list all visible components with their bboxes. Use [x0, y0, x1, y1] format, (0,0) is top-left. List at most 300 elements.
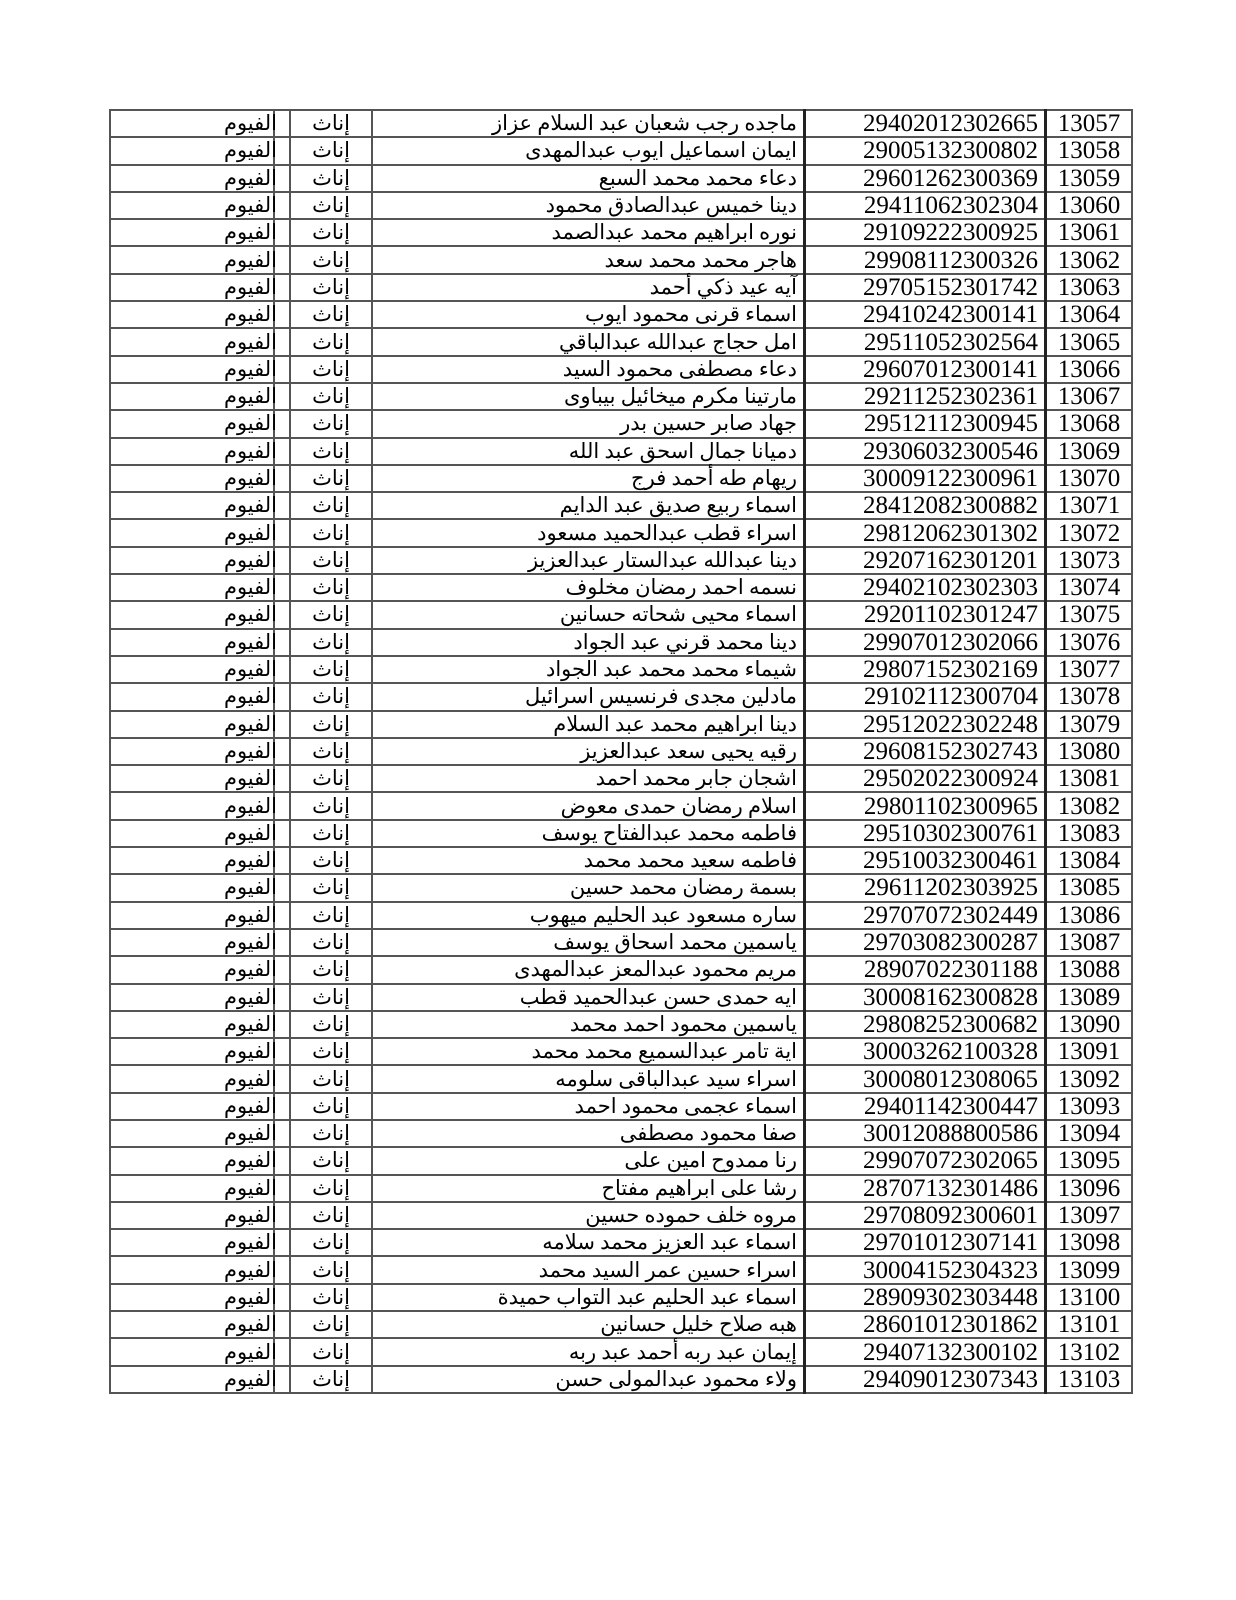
governorate-cell	[223, 110, 290, 137]
governorate-cell	[223, 1256, 290, 1283]
governorate-cell-text: الفيوم	[223, 629, 277, 654]
serial-cell: 13098	[1046, 1229, 1133, 1256]
gender-cell: إناث	[290, 711, 372, 738]
governorate-cell	[223, 1338, 290, 1365]
national-id-cell: 29908112300326	[805, 246, 1046, 273]
table-row	[110, 1065, 1132, 1092]
serial-cell: 13061	[1046, 219, 1133, 246]
table-row	[110, 847, 1132, 874]
gender-cell: إناث	[290, 1256, 372, 1283]
national-id-cell: 29512022302248	[805, 711, 1046, 738]
gender-cell: إناث	[290, 1366, 372, 1393]
gender-cell: إناث	[290, 1120, 372, 1147]
national-id-cell: 30008162300828	[805, 984, 1046, 1011]
serial-cell: 13057	[1046, 110, 1133, 137]
table-row	[110, 820, 1132, 847]
table-row	[110, 137, 1132, 164]
governorate-cell-text: الفيوم	[223, 384, 277, 409]
table-row	[110, 1256, 1132, 1283]
name-cell: اسماء محيى شحاته حسانين	[372, 601, 805, 628]
name-cell: ياسمين محمد اسحاق يوسف	[372, 929, 805, 956]
national-id-cell: 30008012308065	[805, 1065, 1046, 1092]
name-cell: اشجان جابر محمد احمد	[372, 765, 805, 792]
governorate-cell	[223, 1229, 290, 1256]
national-id-cell: 29510032300461	[805, 847, 1046, 874]
gender-cell: إناث	[290, 328, 372, 355]
national-id-cell: 29407132300102	[805, 1338, 1046, 1365]
gender-cell: إناث	[290, 792, 372, 819]
gender-cell: إناث	[290, 902, 372, 929]
table-row	[110, 1338, 1132, 1365]
national-id-cell: 29512112300945	[805, 410, 1046, 437]
governorate-cell-text: الفيوم	[223, 466, 277, 490]
table-row	[110, 547, 1132, 574]
governorate-cell-text: الفيوم	[223, 302, 277, 327]
governorate-cell-text: الفيوم	[223, 193, 277, 218]
name-cell: صفا محمود مصطفى	[372, 1120, 805, 1147]
governorate-cell-text: الفيوم	[223, 766, 277, 791]
governorate-cell-text: الفيوم	[223, 738, 277, 763]
governorate-cell	[223, 192, 290, 219]
governorate-cell-text: الفيوم	[223, 875, 277, 900]
governorate-cell-text: الفيوم	[223, 684, 277, 709]
governorate-cell-text: الفيوم	[223, 602, 277, 627]
governorate-cell	[223, 274, 290, 301]
table-row	[110, 792, 1132, 819]
table-row	[110, 1366, 1132, 1393]
national-id-cell: 29812062301302	[805, 519, 1046, 546]
records-table-body	[110, 110, 1132, 1393]
national-id-cell: 29608152302743	[805, 738, 1046, 765]
gender-cell: إناث	[290, 465, 372, 492]
name-cell: اسراء سيد عبدالباقى سلومه	[372, 1065, 805, 1092]
serial-cell: 13068	[1046, 410, 1133, 437]
name-cell: رقيه يحيى سعد عبدالعزيز	[372, 738, 805, 765]
gender-cell: إناث	[290, 874, 372, 901]
governorate-cell	[223, 1284, 290, 1311]
table-row	[110, 383, 1132, 410]
name-cell: فاطمه سعيد محمد محمد	[372, 847, 805, 874]
name-cell: هبه صلاح خليل حسانين	[372, 1311, 805, 1338]
table-row	[110, 1202, 1132, 1229]
gender-cell: إناث	[290, 738, 372, 765]
governorate-cell-text: الفيوم	[223, 138, 277, 163]
serial-cell: 13075	[1046, 601, 1133, 628]
table-row	[110, 438, 1132, 465]
governorate-cell	[223, 219, 290, 246]
serial-cell: 13077	[1046, 656, 1133, 683]
name-cell: نوره ابراهيم محمد عبدالصمد	[372, 219, 805, 246]
serial-cell: 13066	[1046, 356, 1133, 383]
table-row	[110, 410, 1132, 437]
gender-cell: إناث	[290, 1338, 372, 1365]
gender-cell: إناث	[290, 1284, 372, 1311]
table-row	[110, 1311, 1132, 1338]
national-id-cell: 30004152304323	[805, 1256, 1046, 1283]
gender-cell: إناث	[290, 110, 372, 137]
governorate-cell-text: الفيوم	[223, 520, 277, 545]
table-row	[110, 1147, 1132, 1174]
governorate-cell	[223, 383, 290, 410]
governorate-cell	[223, 1311, 290, 1338]
governorate-cell	[223, 820, 290, 847]
table-row	[110, 492, 1132, 519]
governorate-cell-text: الفيوم	[223, 575, 277, 600]
governorate-cell-text: الفيوم	[223, 820, 277, 845]
governorate-cell	[223, 711, 290, 738]
gender-cell: إناث	[290, 410, 372, 437]
gender-cell: إناث	[290, 656, 372, 683]
gender-cell: إناث	[290, 519, 372, 546]
governorate-cell	[223, 1093, 290, 1120]
national-id-cell: 29907072302065	[805, 1147, 1046, 1174]
gender-cell: إناث	[290, 1093, 372, 1120]
governorate-cell-text: الفيوم	[223, 1093, 277, 1118]
serial-cell: 13065	[1046, 328, 1133, 355]
gender-cell: إناث	[290, 1229, 372, 1256]
gender-cell: إناث	[290, 574, 372, 601]
serial-cell: 13081	[1046, 765, 1133, 792]
governorate-cell-text: الفيوم	[223, 711, 277, 736]
name-cell: ريهام طه أحمد فرج	[372, 465, 805, 492]
national-id-cell: 28909302303448	[805, 1284, 1046, 1311]
governorate-cell-text: الفيوم	[223, 1339, 277, 1364]
serial-cell: 13062	[1046, 246, 1133, 273]
national-id-cell: 28707132301486	[805, 1175, 1046, 1202]
national-id-cell: 29907012302066	[805, 629, 1046, 656]
governorate-cell	[223, 1202, 290, 1229]
governorate-cell-text: الفيوم	[223, 356, 277, 381]
name-cell: اسماء ربيع صديق عبد الدايم	[372, 492, 805, 519]
governorate-cell	[223, 328, 290, 355]
national-id-cell: 30003262100328	[805, 1038, 1046, 1065]
name-cell: مريم محمود عبدالمعز عبدالمهدى	[372, 956, 805, 983]
gender-cell: إناث	[290, 1065, 372, 1092]
gender-cell: إناث	[290, 929, 372, 956]
governorate-cell	[223, 683, 290, 710]
national-id-cell: 29306032300546	[805, 438, 1046, 465]
serial-cell: 13089	[1046, 984, 1133, 1011]
national-id-cell: 29807152302169	[805, 656, 1046, 683]
governorate-cell	[223, 956, 290, 983]
gender-cell: إناث	[290, 547, 372, 574]
table-row	[110, 711, 1132, 738]
national-id-cell: 29401142300447	[805, 1093, 1046, 1120]
serial-cell: 13103	[1046, 1366, 1133, 1393]
records-table	[109, 109, 1133, 1394]
table-row	[110, 601, 1132, 628]
governorate-cell-text: الفيوم	[223, 329, 277, 354]
serial-cell: 13060	[1046, 192, 1133, 219]
serial-cell: 13091	[1046, 1038, 1133, 1065]
governorate-cell	[223, 792, 290, 819]
name-cell: دينا عبدالله عبدالستار عبدالعزيز	[372, 547, 805, 574]
name-cell: مادلين مجدى فرنسيس اسرائيل	[372, 683, 805, 710]
serial-cell: 13095	[1046, 1147, 1133, 1174]
governorate-cell	[223, 629, 290, 656]
governorate-cell-text: الفيوم	[223, 793, 277, 818]
governorate-cell-text: الفيوم	[223, 1011, 277, 1036]
national-id-cell: 29611202303925	[805, 874, 1046, 901]
serial-cell: 13069	[1046, 438, 1133, 465]
table-row	[110, 984, 1132, 1011]
table-row	[110, 110, 1132, 137]
governorate-cell	[223, 874, 290, 901]
national-id-cell: 29402012302665	[805, 110, 1046, 137]
governorate-cell	[223, 465, 290, 492]
table-row	[110, 519, 1132, 546]
national-id-cell: 29005132300802	[805, 137, 1046, 164]
gender-cell: إناث	[290, 165, 372, 192]
governorate-cell-text: الفيوم	[223, 902, 277, 927]
table-row	[110, 902, 1132, 929]
national-id-cell: 29510302300761	[805, 820, 1046, 847]
serial-cell: 13093	[1046, 1093, 1133, 1120]
serial-cell: 13086	[1046, 902, 1133, 929]
national-id-cell: 29102112300704	[805, 683, 1046, 710]
table-row	[110, 874, 1132, 901]
national-id-cell: 29601262300369	[805, 165, 1046, 192]
governorate-cell-text: الفيوم	[223, 657, 277, 682]
governorate-cell-text: الفيوم	[223, 493, 277, 518]
governorate-cell	[223, 547, 290, 574]
name-cell: جهاد صابر حسين بدر	[372, 410, 805, 437]
serial-cell: 13082	[1046, 792, 1133, 819]
national-id-cell: 29705152301742	[805, 274, 1046, 301]
governorate-cell-text: الفيوم	[223, 1121, 277, 1146]
national-id-cell: 29211252302361	[805, 383, 1046, 410]
governorate-cell	[223, 438, 290, 465]
national-id-cell: 29402102302303	[805, 574, 1046, 601]
gender-cell: إناث	[290, 765, 372, 792]
gender-cell: إناث	[290, 274, 372, 301]
governorate-cell-text: الفيوم	[223, 111, 277, 136]
gender-cell: إناث	[290, 1202, 372, 1229]
governorate-cell-text: الفيوم	[223, 957, 277, 982]
governorate-cell	[223, 765, 290, 792]
gender-cell: إناث	[290, 356, 372, 383]
serial-cell: 13101	[1046, 1311, 1133, 1338]
serial-cell: 13096	[1046, 1175, 1133, 1202]
name-cell: ساره مسعود عبد الحليم ميهوب	[372, 902, 805, 929]
governorate-cell	[223, 301, 290, 328]
serial-cell: 13079	[1046, 711, 1133, 738]
serial-cell: 13070	[1046, 465, 1133, 492]
table-row	[110, 165, 1132, 192]
governorate-cell-text: الفيوم	[223, 1148, 277, 1173]
governorate-cell-text: الفيوم	[223, 547, 277, 572]
gender-cell: إناث	[290, 383, 372, 410]
governorate-cell-text: الفيوم	[223, 411, 277, 436]
national-id-cell: 29409012307343	[805, 1366, 1046, 1393]
governorate-cell	[223, 1175, 290, 1202]
name-cell: ماجده رجب شعبان عبد السلام عزاز	[372, 110, 805, 137]
gender-cell: إناث	[290, 246, 372, 273]
governorate-cell-text: الفيوم	[223, 247, 277, 272]
gender-cell: إناث	[290, 137, 372, 164]
governorate-cell	[223, 246, 290, 273]
gender-cell: إناث	[290, 192, 372, 219]
serial-cell: 13090	[1046, 1011, 1133, 1038]
table-row	[110, 219, 1132, 246]
gender-cell: إناث	[290, 219, 372, 246]
serial-cell: 13084	[1046, 847, 1133, 874]
governorate-cell	[223, 1120, 290, 1147]
governorate-cell	[223, 410, 290, 437]
name-cell: نسمه احمد رمضان مخلوف	[372, 574, 805, 601]
name-cell: ولاء محمود عبدالمولى حسن	[372, 1366, 805, 1393]
governorate-cell	[223, 519, 290, 546]
name-cell: فاطمه محمد عبدالفتاح يوسف	[372, 820, 805, 847]
governorate-cell	[223, 492, 290, 519]
governorate-cell-text: الفيوم	[223, 1066, 277, 1091]
table-row	[110, 192, 1132, 219]
gender-cell: إناث	[290, 956, 372, 983]
name-cell: دميانا جمال اسحق عبد الله	[372, 438, 805, 465]
serial-cell: 13076	[1046, 629, 1133, 656]
name-cell: اسماء عجمى محمود احمد	[372, 1093, 805, 1120]
table-row	[110, 1038, 1132, 1065]
serial-cell: 13099	[1046, 1256, 1133, 1283]
name-cell: دعاء محمد محمد السبع	[372, 165, 805, 192]
gender-cell: إناث	[290, 301, 372, 328]
serial-cell: 13059	[1046, 165, 1133, 192]
gender-cell: إناث	[290, 847, 372, 874]
table-row	[110, 1120, 1132, 1147]
governorate-cell	[223, 1011, 290, 1038]
name-cell: دينا محمد قرني عبد الجواد	[372, 629, 805, 656]
national-id-cell: 29201102301247	[805, 601, 1046, 628]
governorate-cell	[223, 656, 290, 683]
national-id-cell: 30009122300961	[805, 465, 1046, 492]
governorate-cell-text: الفيوم	[223, 930, 277, 955]
name-cell: هاجر محمد محمد سعد	[372, 246, 805, 273]
name-cell: اسماء قرنى محمود ايوب	[372, 301, 805, 328]
national-id-cell: 29410242300141	[805, 301, 1046, 328]
governorate-cell	[223, 1038, 290, 1065]
table-row	[110, 765, 1132, 792]
governorate-cell-text: الفيوم	[223, 1203, 277, 1228]
gender-cell: إناث	[290, 1175, 372, 1202]
table-row	[110, 683, 1132, 710]
national-id-cell: 29502022300924	[805, 765, 1046, 792]
governorate-cell-text: الفيوم	[223, 1366, 277, 1391]
gender-cell: إناث	[290, 629, 372, 656]
serial-cell: 13097	[1046, 1202, 1133, 1229]
gender-cell: إناث	[290, 1311, 372, 1338]
national-id-cell: 29411062302304	[805, 192, 1046, 219]
serial-cell: 13085	[1046, 874, 1133, 901]
table-row	[110, 246, 1132, 273]
governorate-cell-text: الفيوم	[223, 220, 277, 245]
table-row	[110, 301, 1132, 328]
name-cell: إيمان عبد ربه أحمد عبد ربه	[372, 1338, 805, 1365]
national-id-cell: 29511052302564	[805, 328, 1046, 355]
serial-cell: 13078	[1046, 683, 1133, 710]
national-id-cell: 28907022301188	[805, 956, 1046, 983]
governorate-cell	[223, 984, 290, 1011]
serial-cell: 13064	[1046, 301, 1133, 328]
governorate-cell	[223, 902, 290, 929]
governorate-cell	[223, 847, 290, 874]
gender-cell: إناث	[290, 438, 372, 465]
serial-cell: 13058	[1046, 137, 1133, 164]
national-id-cell: 29707072302449	[805, 902, 1046, 929]
governorate-cell-text: الفيوم	[223, 165, 277, 190]
name-cell: ايه حمدى حسن عبدالحميد قطب	[372, 984, 805, 1011]
serial-cell: 13102	[1046, 1338, 1133, 1365]
name-cell: ايمان اسماعيل ايوب عبدالمهدى	[372, 137, 805, 164]
table-row	[110, 929, 1132, 956]
serial-cell: 13094	[1046, 1120, 1133, 1147]
governorate-cell	[223, 738, 290, 765]
national-id-cell: 29703082300287	[805, 929, 1046, 956]
governorate-cell	[223, 356, 290, 383]
serial-cell: 13072	[1046, 519, 1133, 546]
governorate-cell-text: الفيوم	[223, 1230, 277, 1255]
governorate-cell-text: الفيوم	[223, 1257, 277, 1282]
gender-cell: إناث	[290, 683, 372, 710]
table-row	[110, 1284, 1132, 1311]
governorate-cell-text: الفيوم	[223, 274, 277, 299]
table-row	[110, 629, 1132, 656]
name-cell: دينا خميس عبدالصادق محمود	[372, 192, 805, 219]
serial-cell: 13073	[1046, 547, 1133, 574]
national-id-cell: 29607012300141	[805, 356, 1046, 383]
name-cell: رنا ممدوح امين على	[372, 1147, 805, 1174]
governorate-cell	[223, 1065, 290, 1092]
name-cell: اسماء عبد العزيز محمد سلامه	[372, 1229, 805, 1256]
name-cell: مارتينا مكرم ميخائيل بيباوى	[372, 383, 805, 410]
governorate-cell-text: الفيوم	[223, 848, 277, 873]
name-cell: ياسمين محمود احمد محمد	[372, 1011, 805, 1038]
table-row	[110, 1011, 1132, 1038]
table-row	[110, 956, 1132, 983]
gender-cell: إناث	[290, 984, 372, 1011]
national-id-cell: 29109222300925	[805, 219, 1046, 246]
governorate-cell	[223, 929, 290, 956]
serial-cell: 13067	[1046, 383, 1133, 410]
national-id-cell: 28601012301862	[805, 1311, 1046, 1338]
national-id-cell: 29701012307141	[805, 1229, 1046, 1256]
name-cell: اسلام رمضان حمدى معوض	[372, 792, 805, 819]
national-id-cell: 29207162301201	[805, 547, 1046, 574]
name-cell: آيه عيد ذكي أحمد	[372, 274, 805, 301]
serial-cell: 13100	[1046, 1284, 1133, 1311]
serial-cell: 13088	[1046, 956, 1133, 983]
table-row	[110, 1093, 1132, 1120]
governorate-cell	[223, 1147, 290, 1174]
serial-cell: 13092	[1046, 1065, 1133, 1092]
national-id-cell: 29708092300601	[805, 1202, 1046, 1229]
name-cell: امل حجاج عبدالله عبدالباقي	[372, 328, 805, 355]
table-row	[110, 274, 1132, 301]
governorate-cell	[223, 165, 290, 192]
gender-cell: إناث	[290, 492, 372, 519]
table-row	[110, 356, 1132, 383]
serial-cell: 13087	[1046, 929, 1133, 956]
national-id-cell: 30012088800586	[805, 1120, 1046, 1147]
name-cell: شيماء محمد محمد عبد الجواد	[372, 656, 805, 683]
name-cell: اية تامر عبدالسميع محمد محمد	[372, 1038, 805, 1065]
table-row	[110, 465, 1132, 492]
governorate-cell-text: الفيوم	[223, 438, 277, 463]
name-cell: اسراء قطب عبدالحميد مسعود	[372, 519, 805, 546]
name-cell: دينا ابراهيم محمد عبد السلام	[372, 711, 805, 738]
governorate-cell	[223, 1366, 290, 1393]
governorate-cell	[223, 574, 290, 601]
table-row	[110, 1175, 1132, 1202]
